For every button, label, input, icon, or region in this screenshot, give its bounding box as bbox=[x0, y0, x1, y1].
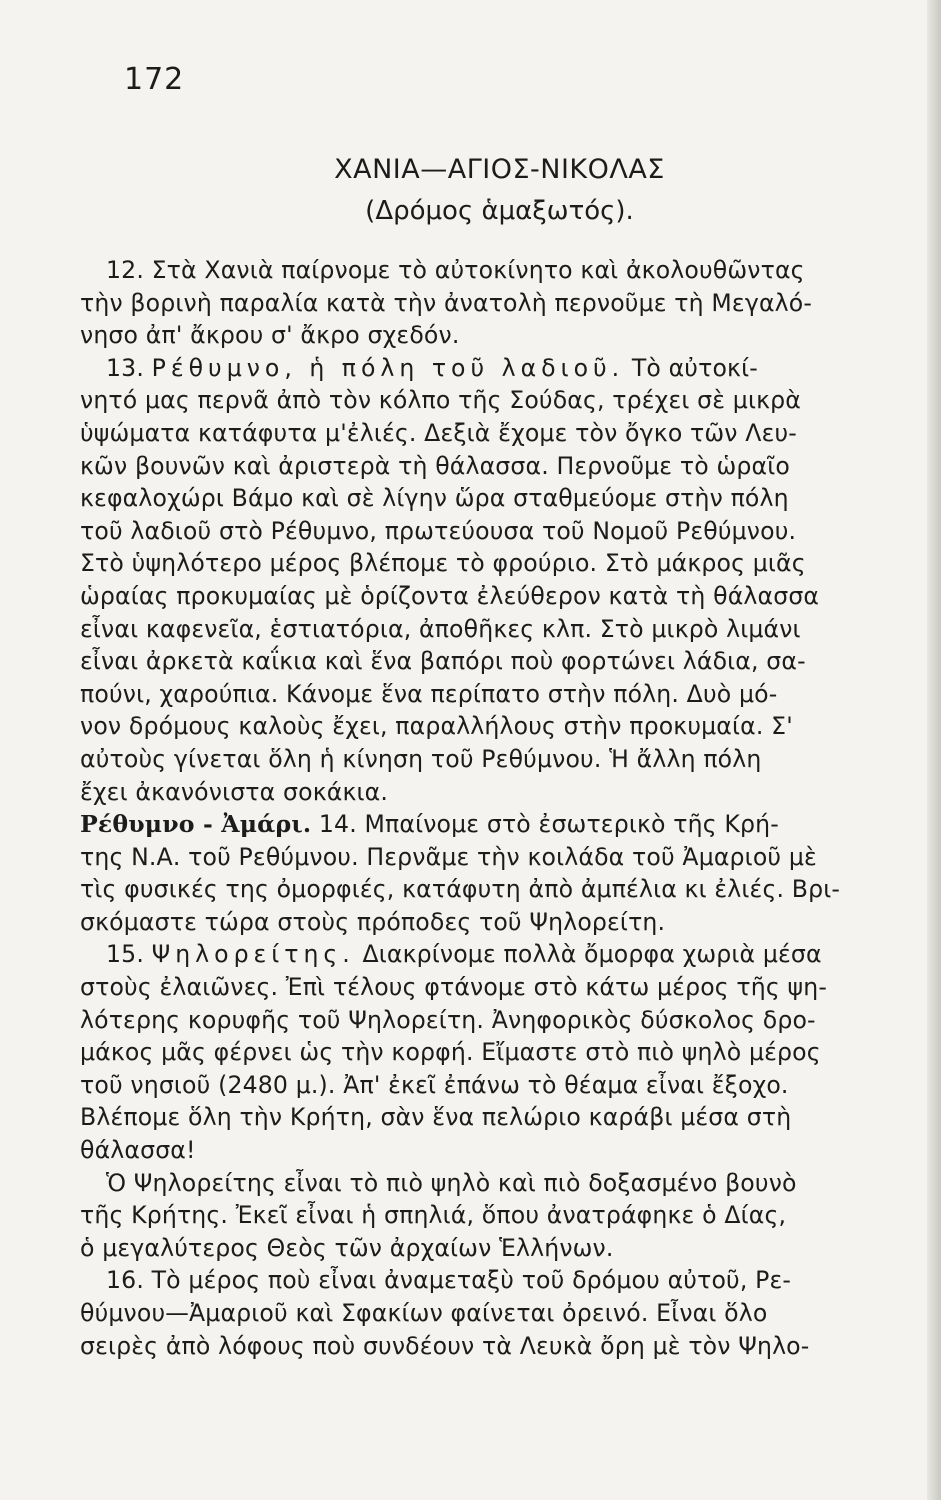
paragraph-number: 13. bbox=[106, 353, 144, 382]
line-text: Τὸ αὐτοκί- bbox=[631, 353, 758, 382]
text-line: της Ν.Α. τοῦ Ρεθύμνου. Περνᾶμε τὴν κοιλάδα τοῦ Ἀμαριοῦ μὲ bbox=[80, 842, 817, 871]
text-line bbox=[80, 938, 880, 971]
page-number: 172 bbox=[124, 62, 185, 97]
text-line: κεφαλοχώρι Βάμο καὶ σὲ λίγην ὥρα σταθμεύομε στὴν πόλη bbox=[80, 484, 789, 513]
text-line: ὑψώματα κατάφυτα μ'ἐλιές. Δεξιὰ ἔχομε τὸν ὄγκο τῶν Λευ- bbox=[80, 418, 797, 447]
text-line: τὶς φυσικές της ὀμορφιές, κατάφυτη ἀπὸ ἀμπέλια κι ἐλιές. Βρι- bbox=[80, 875, 841, 904]
text-line: ὡραίας προκυμαίας μὲ ὁρίζοντα ἐλεύθερον κατὰ τὴ θάλασσα bbox=[80, 581, 820, 610]
line-text: Διακρίνομε πολλὰ ὄμορφα χωριὰ μέσα bbox=[362, 940, 822, 969]
section-title: ΧΑΝΙΑ—ΑΓΙΟΣ-ΝΙΚΟΛΑΣ bbox=[334, 154, 665, 185]
text-line: θύμνου—Ἀμαριοῦ καὶ Σφακίων φαίνεται ὀρεινό. Εἶναι ὅλο bbox=[80, 1299, 768, 1327]
text-line: νον δρόμους καλοὺς ἔχει, παραλλήλους στὴν προκυμαία. Σ' bbox=[80, 712, 793, 741]
section-subtitle: (Δρόμος ἁμαξωτός). bbox=[365, 196, 634, 226]
spaced-heading: Ρέθυμνο, ἡ πόλη τοῦ λαδιοῦ. bbox=[151, 353, 625, 382]
text-line: 12. Στὰ Χανιὰ παίρνομε τὸ αὐτοκίνητο καὶ ἀκολουθῶντας bbox=[106, 256, 805, 284]
spaced-heading: Ψηλορείτης. bbox=[151, 940, 355, 969]
text-line: λότερης κορυφῆς τοῦ Ψηλορείτη. Ἀνηφορικὸς δύσκολος δρο- bbox=[80, 1005, 816, 1034]
text-line: Ὁ Ψηλορείτης εἶναι τὸ πιὸ ψηλὸ καὶ πιὸ δοξασμένο βουνὸ bbox=[106, 1168, 797, 1197]
text-line: πούνι, χαρούπια. Κάνομε ἕνα περίπατο στὴν πόλη. Δυὸ μό- bbox=[80, 679, 778, 708]
text-line bbox=[80, 808, 880, 841]
body-text bbox=[80, 254, 880, 1362]
text-line: αὐτοὺς γίνεται ὅλη ἡ κίνηση τοῦ Ρεθύμνου. Ἡ ἄλλη πόλη bbox=[80, 744, 762, 773]
text-line: τῆς Κρήτης. Ἐκεῖ εἶναι ἡ σπηλιά, ὅπου ἀνατράφηκε ὁ Δίας, bbox=[80, 1201, 787, 1230]
text-line: τὴν βορινὴ παραλία κατὰ τὴν ἀνατολὴ περνοῦμε τὴ Μεγαλό- bbox=[80, 288, 813, 317]
text-line: τοῦ λαδιοῦ στὸ Ρέθυμνο, πρωτεύουσα τοῦ Νομοῦ Ρεθύμνου. bbox=[80, 516, 797, 545]
bold-heading: Ρέθυμνο - Ἀμάρι. bbox=[80, 810, 312, 839]
text-line: Στὸ ὑψηλότερο μέρος βλέπομε τὸ φρούριο. Στὸ μάκρος μιᾶς bbox=[80, 549, 806, 578]
paragraph-number: 15. bbox=[106, 940, 144, 969]
text-line: 16. Τὸ μέρος ποὺ εἶναι ἀναμεταξὺ τοῦ δρόμου αὐτοῦ, Ρε- bbox=[106, 1266, 792, 1295]
text-line: εἶναι καφενεῖα, ἑστιατόρια, ἀποθῆκες κλπ. Στὸ μικρὸ λιμάνι bbox=[80, 614, 801, 643]
text-line: τοῦ νησιοῦ (2480 μ.). Ἀπ' ἐκεῖ ἐπάνω τὸ θέαμα εἶναι ἔξοχο. bbox=[80, 1070, 789, 1099]
text-line: στοὺς ἐλαιῶνες. Ἐπὶ τέλους φτάνομε στὸ κάτω μέρος τῆς ψη- bbox=[80, 973, 828, 1002]
text-line: κῶν βουνῶν καὶ ἀριστερὰ τὴ θάλασσα. Περνοῦμε τὸ ὡραῖο bbox=[80, 451, 790, 480]
line-text: 14. Μπαίνομε στὸ ἐσωτερικὸ τῆς Κρή- bbox=[311, 810, 779, 839]
text-line: θάλασσα! bbox=[80, 1136, 196, 1165]
text-line: νητό μας περνᾶ ἀπὸ τὸν κόλπο τῆς Σούδας, τρέχει σὲ μικρὰ bbox=[80, 386, 801, 415]
text-line: μάκος μᾶς φέρνει ὡς τὴν κορφή. Εἴμαστε στὸ πιὸ ψηλὸ μέρος bbox=[80, 1038, 821, 1067]
text-line: νησο ἀπ' ἄκρου σ' ἄκρο σχεδόν. bbox=[80, 321, 460, 350]
text-line: ἔχει ἀκανόνιστα σοκάκια. bbox=[80, 777, 389, 806]
text-line: ὁ μεγαλύτερος Θεὸς τῶν ἀρχαίων Ἑλλήνων. bbox=[80, 1233, 614, 1262]
text-line: σειρὲς ἀπὸ λόφους ποὺ συνδέουν τὰ Λευκὰ ὄρη μὲ τὸν Ψηλο- bbox=[80, 1331, 810, 1360]
text-line: Βλέπομε ὅλη τὴν Κρήτη, σὰν ἕνα πελώριο καράβι μέσα στὴ bbox=[80, 1103, 792, 1132]
text-line: σκόμαστε τώρα στοὺς πρόποδες τοῦ Ψηλορείτη. bbox=[80, 907, 666, 936]
text-line bbox=[80, 352, 880, 385]
text-line: εἶναι ἀρκετὰ καΐκια καὶ ἕνα βαπόρι ποὺ φορτώνει λάδια, σα- bbox=[80, 647, 806, 676]
